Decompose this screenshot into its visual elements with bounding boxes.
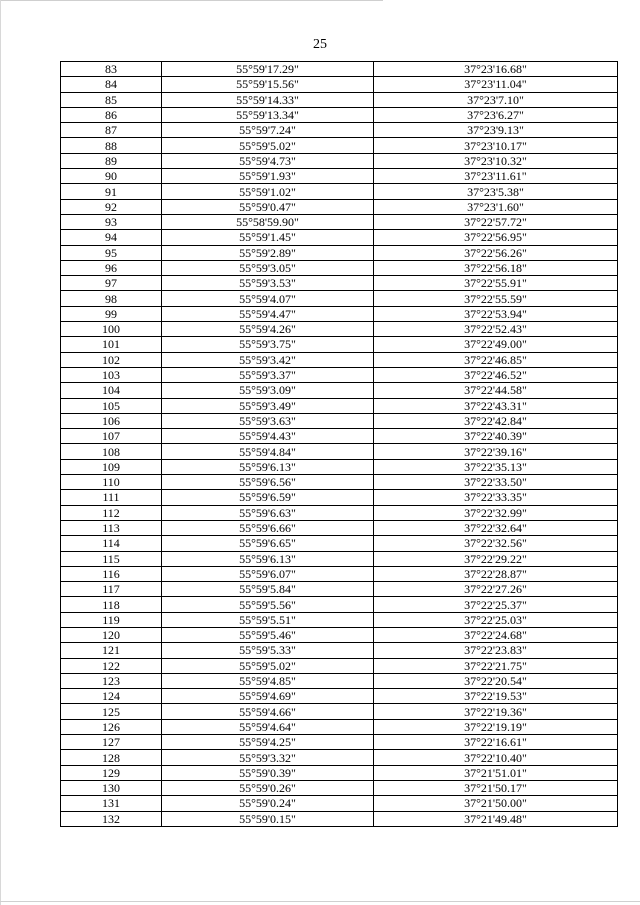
- point-number-cell: 110: [61, 475, 162, 490]
- latitude-cell: 55°59'6.56": [162, 475, 374, 490]
- longitude-cell: 37°22'23.83": [374, 643, 618, 658]
- longitude-cell: 37°22'56.26": [374, 245, 618, 260]
- longitude-cell: 37°22'28.87": [374, 566, 618, 581]
- point-number-cell: 84: [61, 77, 162, 92]
- table-row: [61, 735, 618, 750]
- latitude-cell: 55°59'3.32": [162, 750, 374, 765]
- table-row: [61, 398, 618, 413]
- point-number-cell: 94: [61, 230, 162, 245]
- table-row: [61, 62, 618, 77]
- longitude-cell: 37°22'33.35": [374, 490, 618, 505]
- longitude-cell: 37°21'49.48": [374, 811, 618, 826]
- table-row: [61, 444, 618, 459]
- latitude-cell: 55°59'14.33": [162, 92, 374, 107]
- longitude-cell: 37°22'33.50": [374, 475, 618, 490]
- longitude-cell: 37°22'56.18": [374, 260, 618, 275]
- page-number: 25: [313, 37, 327, 52]
- table-row: [61, 291, 618, 306]
- point-number-cell: 100: [61, 322, 162, 337]
- coordinates-table-body: [61, 62, 618, 827]
- latitude-cell: 55°59'0.39": [162, 765, 374, 780]
- point-number-cell: 122: [61, 658, 162, 673]
- point-number-cell: 96: [61, 260, 162, 275]
- latitude-cell: 55°59'6.63": [162, 505, 374, 520]
- latitude-cell: 55°58'59.90": [162, 214, 374, 229]
- point-number-cell: 86: [61, 107, 162, 122]
- bottom-rule: [0, 901, 640, 902]
- table-row: [61, 77, 618, 92]
- table-row: [61, 551, 618, 566]
- table-row: [61, 796, 618, 811]
- longitude-cell: 37°22'27.26": [374, 582, 618, 597]
- latitude-cell: 55°59'3.42": [162, 352, 374, 367]
- table-row: [61, 719, 618, 734]
- longitude-cell: 37°22'40.39": [374, 429, 618, 444]
- point-number-cell: 99: [61, 306, 162, 321]
- latitude-cell: 55°59'5.46": [162, 627, 374, 642]
- latitude-cell: 55°59'6.13": [162, 459, 374, 474]
- latitude-cell: 55°59'4.64": [162, 719, 374, 734]
- latitude-cell: 55°59'1.93": [162, 169, 374, 184]
- table-row: [61, 230, 618, 245]
- point-number-cell: 106: [61, 413, 162, 428]
- table-row: [61, 612, 618, 627]
- longitude-cell: 37°22'42.84": [374, 413, 618, 428]
- point-number-cell: 95: [61, 245, 162, 260]
- table-row: [61, 107, 618, 122]
- point-number-cell: 118: [61, 597, 162, 612]
- longitude-cell: 37°22'44.58": [374, 383, 618, 398]
- table-row: [61, 582, 618, 597]
- longitude-cell: 37°22'29.22": [374, 551, 618, 566]
- longitude-cell: 37°23'11.61": [374, 169, 618, 184]
- left-rule: [0, 0, 1, 905]
- point-number-cell: 109: [61, 459, 162, 474]
- table-row: [61, 627, 618, 642]
- latitude-cell: 55°59'5.56": [162, 597, 374, 612]
- longitude-cell: 37°22'46.52": [374, 367, 618, 382]
- point-number-cell: 117: [61, 582, 162, 597]
- latitude-cell: 55°59'3.05": [162, 260, 374, 275]
- latitude-cell: 55°59'5.51": [162, 612, 374, 627]
- latitude-cell: 55°59'0.15": [162, 811, 374, 826]
- latitude-cell: 55°59'4.07": [162, 291, 374, 306]
- longitude-cell: 37°23'9.13": [374, 123, 618, 138]
- point-number-cell: 102: [61, 352, 162, 367]
- point-number-cell: 126: [61, 719, 162, 734]
- table-row: [61, 199, 618, 214]
- table-row: [61, 306, 618, 321]
- latitude-cell: 55°59'6.59": [162, 490, 374, 505]
- point-number-cell: 130: [61, 780, 162, 795]
- longitude-cell: 37°22'39.16": [374, 444, 618, 459]
- latitude-cell: 55°59'4.84": [162, 444, 374, 459]
- latitude-cell: 55°59'6.66": [162, 520, 374, 535]
- latitude-cell: 55°59'5.02": [162, 138, 374, 153]
- table-row: [61, 260, 618, 275]
- point-number-cell: 83: [61, 62, 162, 77]
- table-row: [61, 490, 618, 505]
- point-number-cell: 93: [61, 214, 162, 229]
- longitude-cell: 37°22'57.72": [374, 214, 618, 229]
- point-number-cell: 113: [61, 520, 162, 535]
- longitude-cell: 37°22'53.94": [374, 306, 618, 321]
- point-number-cell: 121: [61, 643, 162, 658]
- point-number-cell: 108: [61, 444, 162, 459]
- point-number-cell: 111: [61, 490, 162, 505]
- table-row: [61, 643, 618, 658]
- longitude-cell: 37°22'19.36": [374, 704, 618, 719]
- table-row: [61, 536, 618, 551]
- table-row: [61, 459, 618, 474]
- point-number-cell: 129: [61, 765, 162, 780]
- point-number-cell: 98: [61, 291, 162, 306]
- latitude-cell: 55°59'4.66": [162, 704, 374, 719]
- table-row: [61, 429, 618, 444]
- top-rule: [0, 0, 383, 1]
- longitude-cell: 37°23'6.27": [374, 107, 618, 122]
- point-number-cell: 104: [61, 383, 162, 398]
- longitude-cell: 37°22'35.13": [374, 459, 618, 474]
- longitude-cell: 37°22'19.53": [374, 689, 618, 704]
- table-row: [61, 138, 618, 153]
- latitude-cell: 55°59'4.43": [162, 429, 374, 444]
- table-row: [61, 780, 618, 795]
- coordinates-table: [60, 61, 618, 827]
- table-row: [61, 169, 618, 184]
- table-row: [61, 689, 618, 704]
- table-row: [61, 413, 618, 428]
- longitude-cell: 37°22'21.75": [374, 658, 618, 673]
- table-row: [61, 92, 618, 107]
- table-row: [61, 673, 618, 688]
- longitude-cell: 37°22'55.59": [374, 291, 618, 306]
- latitude-cell: 55°59'5.33": [162, 643, 374, 658]
- latitude-cell: 55°59'3.37": [162, 367, 374, 382]
- point-number-cell: 107: [61, 429, 162, 444]
- point-number-cell: 123: [61, 673, 162, 688]
- latitude-cell: 55°59'4.26": [162, 322, 374, 337]
- table-row: [61, 383, 618, 398]
- latitude-cell: 55°59'5.02": [162, 658, 374, 673]
- longitude-cell: 37°22'32.99": [374, 505, 618, 520]
- longitude-cell: 37°21'50.00": [374, 796, 618, 811]
- longitude-cell: 37°23'10.17": [374, 138, 618, 153]
- table-row: [61, 153, 618, 168]
- point-number-cell: 90: [61, 169, 162, 184]
- table-row: [61, 566, 618, 581]
- latitude-cell: 55°59'2.89": [162, 245, 374, 260]
- point-number-cell: 132: [61, 811, 162, 826]
- latitude-cell: 55°59'5.84": [162, 582, 374, 597]
- point-number-cell: 112: [61, 505, 162, 520]
- point-number-cell: 103: [61, 367, 162, 382]
- point-number-cell: 92: [61, 199, 162, 214]
- longitude-cell: 37°22'32.56": [374, 536, 618, 551]
- longitude-cell: 37°22'32.64": [374, 520, 618, 535]
- table-row: [61, 367, 618, 382]
- latitude-cell: 55°59'4.47": [162, 306, 374, 321]
- table-row: [61, 704, 618, 719]
- longitude-cell: 37°21'51.01": [374, 765, 618, 780]
- longitude-cell: 37°21'50.17": [374, 780, 618, 795]
- latitude-cell: 55°59'0.26": [162, 780, 374, 795]
- longitude-cell: 37°22'46.85": [374, 352, 618, 367]
- latitude-cell: 55°59'0.47": [162, 199, 374, 214]
- point-number-cell: 88: [61, 138, 162, 153]
- point-number-cell: 115: [61, 551, 162, 566]
- longitude-cell: 37°22'25.37": [374, 597, 618, 612]
- longitude-cell: 37°22'25.03": [374, 612, 618, 627]
- point-number-cell: 125: [61, 704, 162, 719]
- latitude-cell: 55°59'3.49": [162, 398, 374, 413]
- latitude-cell: 55°59'4.73": [162, 153, 374, 168]
- latitude-cell: 55°59'0.24": [162, 796, 374, 811]
- table-row: [61, 245, 618, 260]
- table-row: [61, 505, 618, 520]
- point-number-cell: 124: [61, 689, 162, 704]
- point-number-cell: 87: [61, 123, 162, 138]
- point-number-cell: 119: [61, 612, 162, 627]
- latitude-cell: 55°59'1.45": [162, 230, 374, 245]
- latitude-cell: 55°59'13.34": [162, 107, 374, 122]
- longitude-cell: 37°23'5.38": [374, 184, 618, 199]
- table-row: [61, 352, 618, 367]
- latitude-cell: 55°59'4.25": [162, 735, 374, 750]
- longitude-cell: 37°23'16.68": [374, 62, 618, 77]
- point-number-cell: 91: [61, 184, 162, 199]
- latitude-cell: 55°59'6.65": [162, 536, 374, 551]
- longitude-cell: 37°23'7.10": [374, 92, 618, 107]
- longitude-cell: 37°22'52.43": [374, 322, 618, 337]
- point-number-cell: 116: [61, 566, 162, 581]
- latitude-cell: 55°59'1.02": [162, 184, 374, 199]
- latitude-cell: 55°59'6.07": [162, 566, 374, 581]
- table-row: [61, 520, 618, 535]
- table-row: [61, 597, 618, 612]
- point-number-cell: 97: [61, 276, 162, 291]
- latitude-cell: 55°59'3.63": [162, 413, 374, 428]
- point-number-cell: 114: [61, 536, 162, 551]
- latitude-cell: 55°59'3.75": [162, 337, 374, 352]
- point-number-cell: 127: [61, 735, 162, 750]
- table-row: [61, 811, 618, 826]
- longitude-cell: 37°23'10.32": [374, 153, 618, 168]
- table-row: [61, 750, 618, 765]
- point-number-cell: 105: [61, 398, 162, 413]
- point-number-cell: 101: [61, 337, 162, 352]
- point-number-cell: 85: [61, 92, 162, 107]
- latitude-cell: 55°59'4.85": [162, 673, 374, 688]
- table-row: [61, 337, 618, 352]
- point-number-cell: 131: [61, 796, 162, 811]
- longitude-cell: 37°22'49.00": [374, 337, 618, 352]
- point-number-cell: 128: [61, 750, 162, 765]
- table-row: [61, 658, 618, 673]
- table-row: [61, 276, 618, 291]
- table-row: [61, 475, 618, 490]
- table-row: [61, 322, 618, 337]
- table-row: [61, 123, 618, 138]
- longitude-cell: 37°23'11.04": [374, 77, 618, 92]
- longitude-cell: 37°22'56.95": [374, 230, 618, 245]
- table-row: [61, 765, 618, 780]
- longitude-cell: 37°22'24.68": [374, 627, 618, 642]
- latitude-cell: 55°59'17.29": [162, 62, 374, 77]
- longitude-cell: 37°23'1.60": [374, 199, 618, 214]
- longitude-cell: 37°22'19.19": [374, 719, 618, 734]
- longitude-cell: 37°22'10.40": [374, 750, 618, 765]
- latitude-cell: 55°59'15.56": [162, 77, 374, 92]
- latitude-cell: 55°59'7.24": [162, 123, 374, 138]
- table-row: [61, 214, 618, 229]
- latitude-cell: 55°59'6.13": [162, 551, 374, 566]
- latitude-cell: 55°59'4.69": [162, 689, 374, 704]
- point-number-cell: 120: [61, 627, 162, 642]
- longitude-cell: 37°22'55.91": [374, 276, 618, 291]
- latitude-cell: 55°59'3.09": [162, 383, 374, 398]
- table-row: [61, 184, 618, 199]
- longitude-cell: 37°22'20.54": [374, 673, 618, 688]
- latitude-cell: 55°59'3.53": [162, 276, 374, 291]
- point-number-cell: 89: [61, 153, 162, 168]
- longitude-cell: 37°22'43.31": [374, 398, 618, 413]
- longitude-cell: 37°22'16.61": [374, 735, 618, 750]
